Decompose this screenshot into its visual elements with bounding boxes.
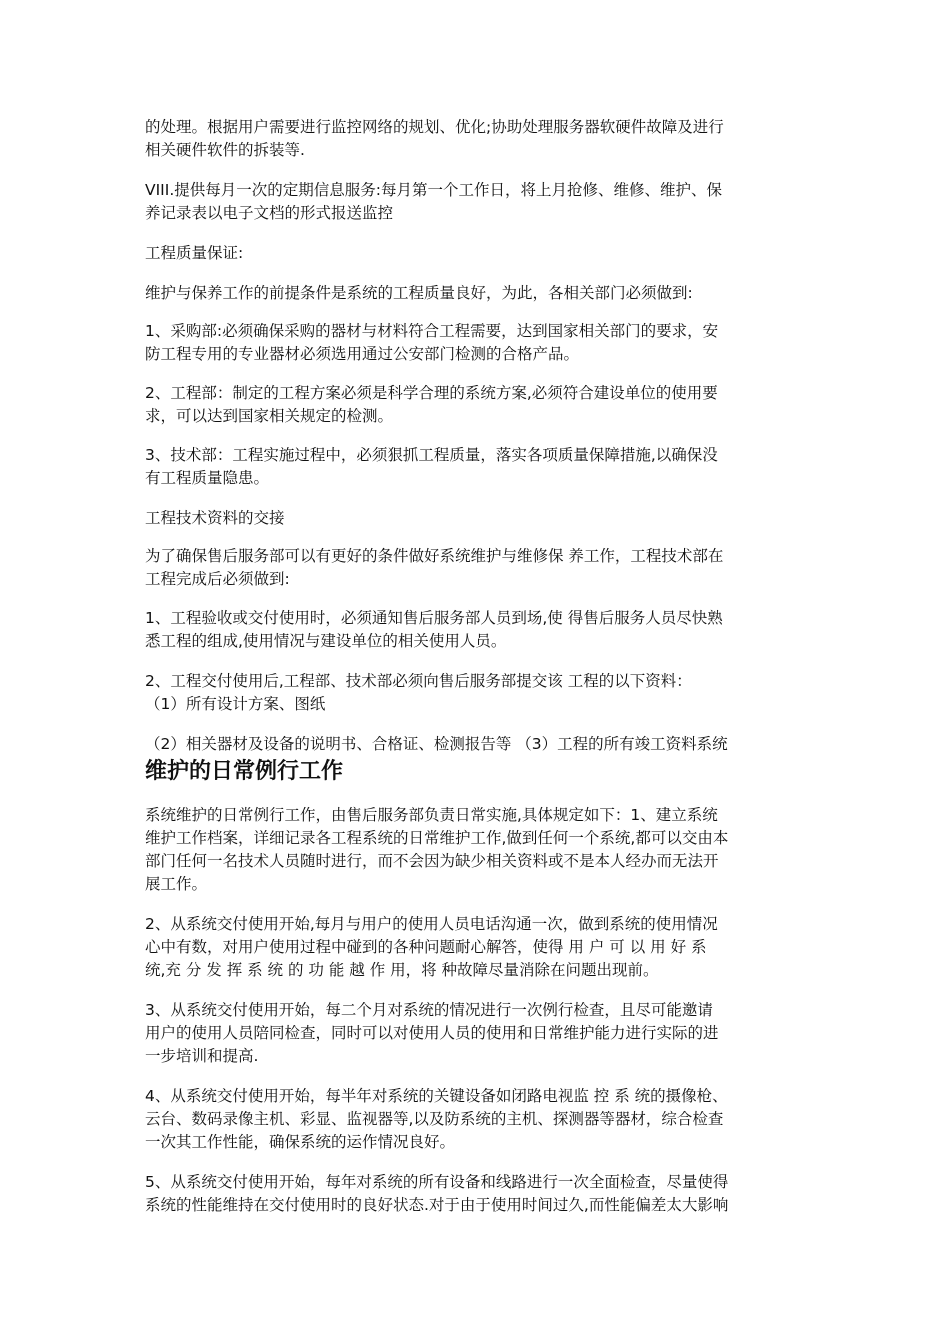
text-line: （2）相关器材及设备的说明书、合格证、检测报告等 （3）工程的所有竣工资料系统 [145,735,728,753]
text-line: 相关硬件软件的拆装等. [145,141,305,159]
paragraph-10 [145,607,810,653]
text-line: 为了确保售后服务部可以有更好的条件做好系统维护与维修保 养工作，工程技术部在 [145,547,724,565]
paragraph-4 [145,282,810,305]
text-line: 求，可以达到国家相关规定的检测。 [145,407,394,425]
paragraph-5 [145,320,810,366]
text-line: 有工程质量隐患。 [145,469,270,487]
paragraph-12 [145,733,810,756]
text-line: 5、从系统交付使用开始，每年对系统的所有设备和线路进行一次全面检查，尽量使得 [145,1173,729,1191]
text-line: 防工程专用的专业器材必须选用通过公安部门检测的合格产品。 [145,345,580,363]
text-line: 一次其工作性能，确保系统的运作情况良好。 [145,1133,456,1151]
text-line: 工程质量保证: [145,244,244,262]
paragraph-14 [145,913,810,982]
paragraph-13 [145,804,810,896]
text-line: 部门任何一名技术人员随时进行，而不会因为缺少相关资料或不是本人经办而无法开 [145,852,719,870]
text-line: 系统的性能维持在交付使用时的良好状态.对于由于使用时间过久,而性能偏差太大影响 [145,1196,729,1214]
text-line: 工程技术资料的交接 [145,509,285,527]
text-line: 2、工程交付使用后,工程部、技术部必须向售后服务部提交该 工程的以下资料： [145,672,692,690]
paragraph-3 [145,242,810,265]
text-line: （1）所有设计方案、图纸 [145,695,326,713]
text-line: 2、工程部：制定的工程方案必须是科学合理的系统方案,必须符合建设单位的使用要 [145,384,718,402]
text-line: VIII.提供每月一次的定期信息服务:每月第一个工作日，将上月抢修、维修、维护、保 [145,181,722,199]
text-line: 1、工程验收或交付使用时，必须通知售后服务部人员到场,使 得售后服务人员尽快熟 [145,609,723,627]
text-line: 统,充 分 发 挥 系 统 的 功 能 越 作 用，将 种故障尽量消除在问题出现前。 [145,961,659,979]
text-line: 悉工程的组成,使用情况与建设单位的相关使用人员。 [145,632,507,650]
paragraph-2 [145,179,810,225]
text-line: 2、从系统交付使用开始,每月与用户的使用人员电话沟通一次，做到系统的使用情况 [145,915,718,933]
text-line: 的处理。根据用户需要进行监控网络的规划、优化;协助处理服务器软硬件故障及进行 [145,118,724,136]
paragraph-1 [145,116,810,162]
text-line: 1、采购部:必须确保采购的器材与材料符合工程需要，达到国家相关部门的要求，安 [145,322,719,340]
paragraph-15 [145,999,810,1068]
text-line: 4、从系统交付使用开始，每半年对系统的关键设备如闭路电视监 控 系 统的摄像枪、 [145,1087,728,1105]
paragraph-6 [145,382,810,428]
text-line: 展工作。 [145,875,208,893]
text-line: 3、从系统交付使用开始，每二个月对系统的情况进行一次例行检查，且尽可能邀请 [145,1001,713,1019]
text-line: 维护与保养工作的前提条件是系统的工程质量良好，为此，各相关部门必须做到: [145,284,693,302]
paragraph-9 [145,545,810,591]
text-line: 用户的使用人员陪同检查，同时可以对使用人员的使用和日常维护能力进行实际的进 [145,1024,719,1042]
text-line: 工程完成后必须做到: [145,570,290,588]
text-line: 一步培训和提高. [145,1047,259,1065]
section-heading: 维护的日常例行工作 [145,759,344,784]
paragraph-17 [145,1171,810,1217]
text-line: 云台、数码录像主机、彩显、监视器等,以及防系统的主机、探测器等器材，综合检查 [145,1110,724,1128]
text-line: 心中有数，对用户使用过程中碰到的各种问题耐心解答，使得 用 户 可 以 用 好 系 [145,938,707,956]
paragraph-8 [145,507,810,530]
paragraph-11 [145,670,810,716]
paragraph-7 [145,444,810,490]
paragraph-16 [145,1085,810,1154]
text-line: 养记录表以电子文档的形式报送监控 [145,204,394,222]
text-line: 系统维护的日常例行工作，由售后服务部负责日常实施,具体规定如下：1、建立系统 [145,806,718,824]
text-line: 3、技术部：工程实施过程中，必须狠抓工程质量，落实各项质量保障措施,以确保没 [145,446,718,464]
text-line: 维护工作档案，详细记录各工程系统的日常维护工作,做到任何一个系统,都可以交由本 [145,829,729,847]
